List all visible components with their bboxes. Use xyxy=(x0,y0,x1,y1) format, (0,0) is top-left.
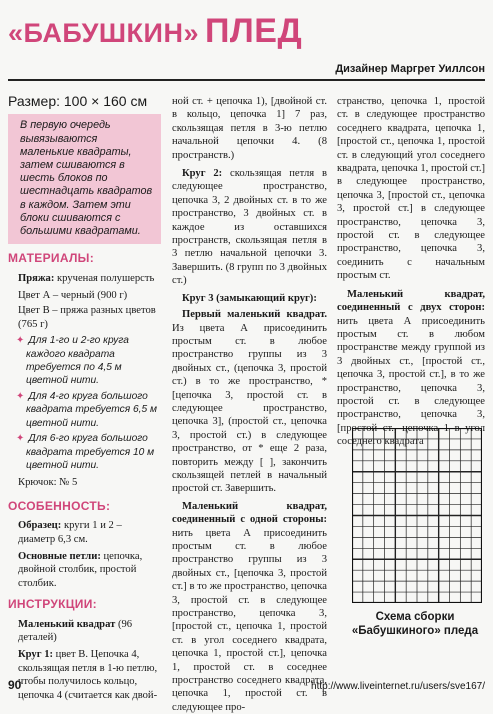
bullet-icon: ✦ xyxy=(16,335,25,347)
round2-line xyxy=(172,167,327,288)
yarn-line xyxy=(8,272,161,285)
round1-line xyxy=(8,648,161,702)
small-square-label: Маленький квадрат xyxy=(18,618,116,630)
hook-label: Крючок: № 5 xyxy=(18,477,78,489)
note-1 xyxy=(8,334,161,388)
schema-line-1: Схема сборки xyxy=(375,611,455,623)
one-side-text: нить цвета А присоединить простым ст. в любое пространство группы из 3 двойных ст., [цепочка 3, простой ст.] в то же пространство, цепочка 3, простой ст. в следующее пространство, цепочка 3, [простой ст., цепочка 1, простой ст. в угол соседнего квадрата, цепочка 1, простой ст.], цепочка 1, простой ст. в соседнее пространство соседнего квадрата, цепочка 1, простой ст. в следующее про- xyxy=(172,527,327,713)
round1-text: цвет В. Цепочка 4, скользящая петля в 1-ю петлю, чтобы получилось кольцо, цепочка 4 (считается как двой- xyxy=(18,649,158,701)
color-b: Цвет В – пряжа разных цветов (765 г) xyxy=(18,305,156,330)
features-heading: ОСОБЕННОСТЬ: xyxy=(8,498,111,513)
stitches-label: Основные петли: xyxy=(18,550,101,562)
round2-label: Круг 2: xyxy=(182,168,223,180)
two-sides-text: нить цвета А присоединить простым ст. в любом пространстве между группой из 3 двойных ст., [простой ст., цепочка 3, простой ст.], в то же пространство, цепочка 3, простой ст. в следующее пространство, цепочка 3, [простой ст., цепочка 1 в угол соседнего квадрата xyxy=(337,315,485,448)
round2-text: скользящая петля в следующее пространство, цепочка 3, 2 двойных ст. в то же пространство, 3 двойных ст. в каждое из оставшихся пространств, скользящая петля в 3 петлю начальной цепочки 3. Завершить. (8 групп по 3 двойных ст.) xyxy=(172,168,327,287)
one-side-line xyxy=(172,500,327,714)
diagram-grid-lines xyxy=(352,428,482,603)
round1-label: Круг 1: xyxy=(18,649,54,661)
designer-credit: Дизайнер Маргрет Уиллсон xyxy=(335,63,485,75)
note-3 xyxy=(8,432,161,472)
one-side-label: Маленький квадрат, соединенный с одной стороны: xyxy=(172,500,327,526)
schema-line-2: «Бабушкиного» пледа xyxy=(351,624,479,637)
bullet-icon: ✦ xyxy=(16,433,25,445)
first-small-line xyxy=(172,308,327,496)
sample-text: круги 1 и 2 – диаметр 6,3 см. xyxy=(18,520,122,545)
small-square-line xyxy=(8,618,161,645)
yarn-text: крученая полушерсть xyxy=(57,272,155,284)
note-2 xyxy=(8,390,161,430)
note-3-text: Для 6-го круга большого квадрата требуется 10 м цветной нити. xyxy=(26,433,155,471)
page-title xyxy=(8,12,302,51)
small-square-text: (96 деталей) xyxy=(18,618,133,643)
page-number: 90 xyxy=(8,678,22,692)
two-sides-label: Маленький квадрат, соединенный с двух сторон: xyxy=(337,288,485,314)
materials-heading: МАТЕРИАЛЫ: xyxy=(8,251,95,266)
yarn-label: Пряжа: xyxy=(18,272,55,284)
first-small-label: Первый маленький квадрат. xyxy=(182,309,327,321)
stitches-text: цепочка, двойной столбик, простой столбик. xyxy=(18,550,143,589)
header-divider xyxy=(8,79,485,81)
note-2-text: Для 4-го круга большого квадрата требуется 6,5 м цветной нити. xyxy=(26,390,157,429)
note-1-text: Для 1-го и 2-го круга каждого квадрата требуется по 4,5 м цветной нити. xyxy=(26,335,129,387)
two-sides-line xyxy=(337,288,485,449)
col3-p1: странство, цепочка 1, простой ст. в следующее пространство соседнего квадрата, цепочка 1, [простой ст., цепочка 1, простой ст. в следующий угол соседнего квадрата, цепочка 1, простой ст.] в следующее пространство, цепочка 3, [простой ст., цепочка 3, простой ст.] в следующее пространство, цепочка 3, простой ст. в следующее пространство, цепочка 3, соединить с начальным простым ст. xyxy=(337,96,485,282)
color-a: Цвет А – черный (900 г) xyxy=(18,290,128,302)
first-small-text: Из цвета А присоединить простым ст. в любое пространство группы из 3 двойных ст., (цепочка 3, простой ст.) в то же пространство, *[цепочка 3, простой ст. в следующее пространство, цепочка 3], (простой ст., цепочка 3, простой ст.) в следующее пространство, от * еще 2 раза, повторить между [ ], закончить скользящей петлей в начальный простой ст. Завершить. xyxy=(172,322,327,495)
instructions-heading: ИНСТРУКЦИИ: xyxy=(8,597,97,612)
column-1 xyxy=(8,95,161,702)
assembly-diagram xyxy=(352,428,482,603)
intro-box: В первую очередь вывязываются маленькие квадраты, затем сшиваются в шесть блоков по шестнадцать квадратов в каждом. Затем эти блоки сшиваются с большими квадратами. xyxy=(8,114,161,244)
column-2 xyxy=(172,95,327,714)
column-3 xyxy=(337,95,485,449)
stitches-line xyxy=(8,550,161,590)
title-part1: «БАБУШКИН» xyxy=(8,18,199,48)
diagram-caption xyxy=(340,611,490,638)
sample-line xyxy=(8,519,161,546)
bullet-icon: ✦ xyxy=(16,390,25,402)
col2-p1: ной ст. + цепочка 1), [двойной ст. в кольцо, цепочка 1] 7 раз, скользящая петля в 3-ю петлю начальной цепочки 4. (8 пространств.) xyxy=(172,96,327,161)
sample-label: Образец: xyxy=(18,520,62,532)
size-label: Размер: 100 × 160 см xyxy=(8,93,148,109)
round3-heading: Круг 3 (замыкающий круг): xyxy=(182,292,317,304)
title-part2: ПЛЕД xyxy=(204,12,303,50)
source-url: http://www.liveinternet.ru/users/sve167/ xyxy=(311,681,485,692)
